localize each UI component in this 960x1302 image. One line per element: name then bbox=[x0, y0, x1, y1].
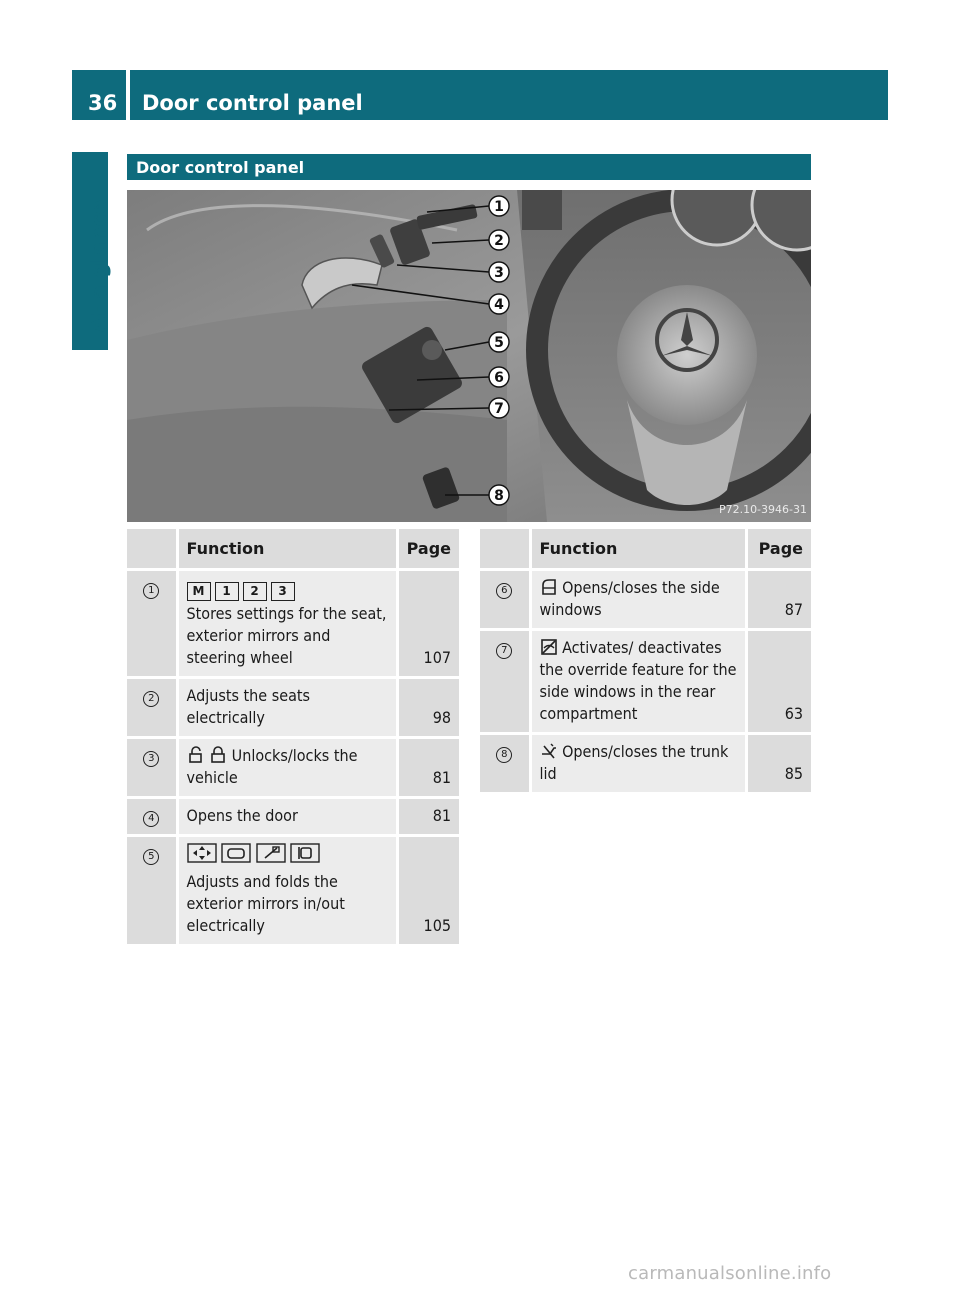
memory-m-key-icon: M bbox=[187, 582, 211, 601]
svg-text:1: 1 bbox=[494, 199, 504, 215]
page-ref: 85 bbox=[746, 734, 811, 794]
watermark: carmanualsonline.info bbox=[628, 1263, 832, 1284]
table-row bbox=[480, 734, 811, 794]
function-table-left bbox=[127, 529, 459, 947]
mirror-right-icon bbox=[256, 843, 286, 863]
row-number: 6 bbox=[496, 583, 512, 599]
memory-1-key-icon: 1 bbox=[215, 582, 239, 601]
svg-text:4: 4 bbox=[494, 297, 504, 313]
window-icon bbox=[540, 578, 558, 596]
image-code: P72.10-3946-31 bbox=[718, 503, 807, 516]
function-table-right bbox=[480, 529, 811, 795]
trunk-icon bbox=[540, 742, 558, 760]
table-row bbox=[480, 630, 811, 734]
page-ref: 81 bbox=[397, 798, 459, 836]
row-number: 7 bbox=[496, 643, 512, 659]
function-text: Opens/closes the trunk lid bbox=[539, 742, 729, 783]
svg-text:7: 7 bbox=[494, 401, 504, 417]
table-header-row bbox=[480, 529, 811, 570]
table-row bbox=[480, 570, 811, 630]
row-number: 3 bbox=[143, 751, 159, 767]
page-ref: 98 bbox=[397, 678, 459, 738]
lock-icon bbox=[209, 746, 227, 764]
page-number: 36 bbox=[88, 91, 118, 115]
page-ref: 63 bbox=[746, 630, 811, 734]
function-text: Unlocks/locks the vehicle bbox=[186, 746, 358, 787]
function-text: Opens/closes the side windows bbox=[539, 578, 720, 619]
svg-text:5: 5 bbox=[494, 335, 504, 351]
function-text: Stores settings for the seat, exterior mirrors and steering wheel bbox=[186, 604, 387, 667]
callout-3 bbox=[489, 262, 509, 282]
door-panel-illustration bbox=[127, 190, 811, 522]
page-ref: 107 bbox=[397, 570, 459, 678]
mirror-left-icon bbox=[221, 843, 251, 863]
memory-keys bbox=[187, 577, 388, 601]
page-ref: 87 bbox=[746, 570, 811, 630]
function-text: Adjusts the seats electrically bbox=[177, 678, 397, 738]
callout-8 bbox=[489, 485, 509, 505]
callout-4 bbox=[489, 294, 509, 314]
row-number: 8 bbox=[496, 747, 512, 763]
table-row bbox=[127, 798, 459, 836]
table-row bbox=[127, 738, 459, 798]
callout-7 bbox=[489, 398, 509, 418]
unlock-icon bbox=[187, 746, 205, 764]
door-panel-photo bbox=[127, 190, 811, 522]
memory-3-key-icon: 3 bbox=[271, 582, 295, 601]
row-number: 1 bbox=[143, 583, 159, 599]
function-text: Adjusts and folds the exterior mirrors in/out electrically bbox=[186, 872, 345, 935]
section-heading: Door control panel bbox=[127, 154, 811, 180]
svg-text:2: 2 bbox=[494, 233, 504, 249]
header-num bbox=[127, 529, 177, 570]
memory-2-key-icon: 2 bbox=[243, 582, 267, 601]
page-header bbox=[72, 70, 888, 120]
mirror-adjust-icon bbox=[187, 843, 217, 863]
svg-text:3: 3 bbox=[494, 265, 504, 281]
page-ref: 81 bbox=[397, 738, 459, 798]
callout-6 bbox=[489, 367, 509, 387]
table-row bbox=[127, 678, 459, 738]
table-row bbox=[127, 570, 459, 678]
override-icon bbox=[540, 638, 558, 656]
page-title: Door control panel bbox=[142, 91, 363, 115]
callout-2 bbox=[489, 230, 509, 250]
mirror-fold-icon bbox=[290, 843, 320, 863]
svg-text:6: 6 bbox=[494, 370, 504, 386]
callout-5 bbox=[489, 332, 509, 352]
header-page: Page bbox=[397, 529, 459, 570]
row-number: 2 bbox=[143, 691, 159, 707]
row-number: 5 bbox=[143, 849, 159, 865]
callout-1 bbox=[489, 196, 509, 216]
header-function: Function bbox=[177, 529, 397, 570]
header-num bbox=[480, 529, 530, 570]
row-number: 4 bbox=[143, 811, 159, 827]
side-tab-label: At a glance bbox=[87, 199, 111, 333]
table-header-row bbox=[127, 529, 459, 570]
page-ref: 105 bbox=[397, 836, 459, 946]
header-page: Page bbox=[746, 529, 811, 570]
mirror-symbols bbox=[187, 843, 388, 869]
header-function: Function bbox=[530, 529, 746, 570]
function-text: Activates/ deactivates the override feature for the side windows in the rear compartment bbox=[539, 638, 737, 723]
table-row bbox=[127, 836, 459, 946]
svg-text:8: 8 bbox=[494, 488, 504, 504]
header-separator bbox=[126, 70, 130, 120]
function-text: Opens the door bbox=[177, 798, 397, 836]
